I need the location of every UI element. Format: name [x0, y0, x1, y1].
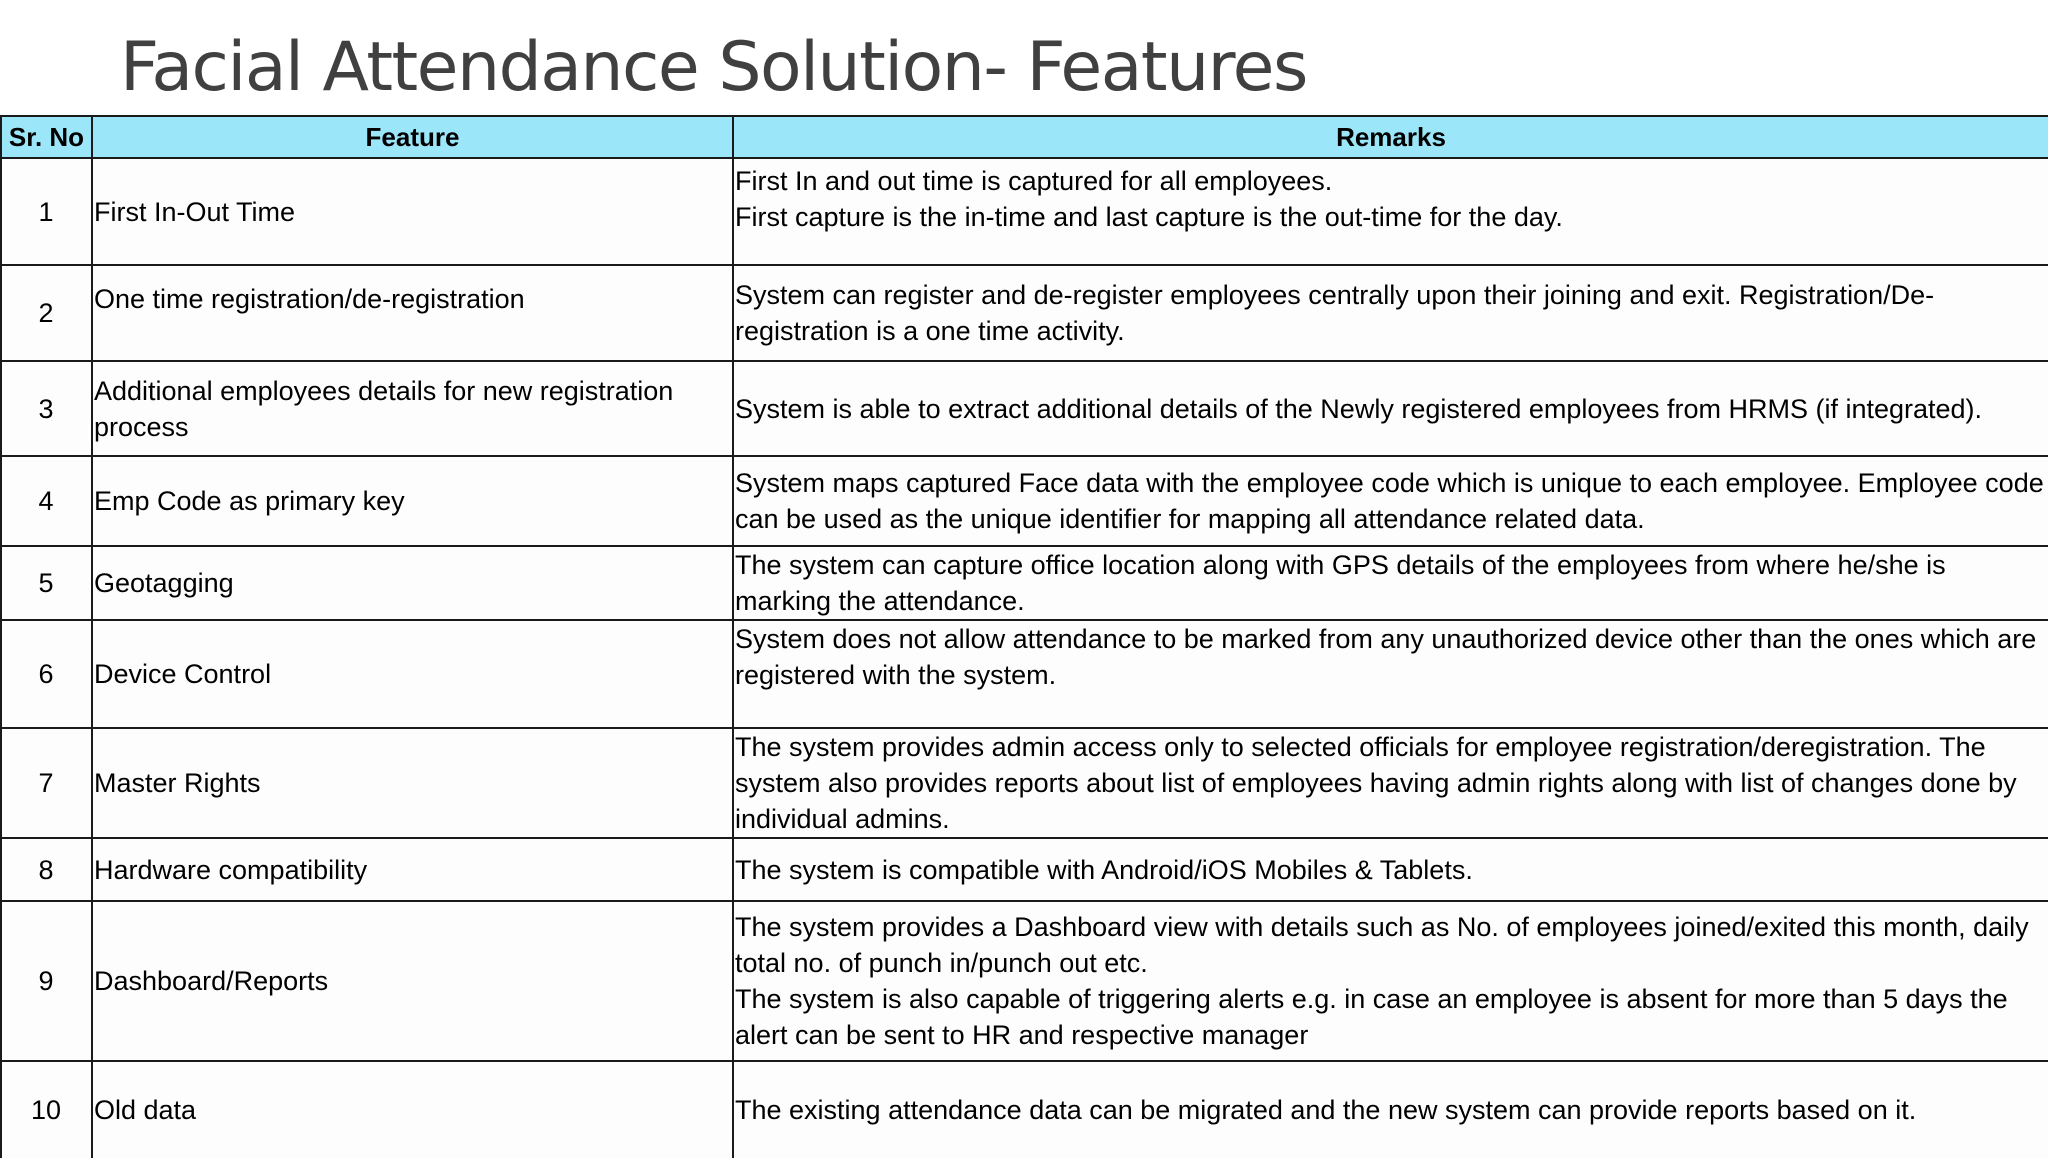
row-remarks: System does not allow attendance to be marked from any unauthorized device other than the ones which are registered with the system.: [733, 620, 2048, 728]
row-sr-no: 10: [1, 1061, 92, 1158]
features-table: [0, 115, 2048, 1158]
row-feature: Device Control: [92, 620, 733, 728]
row-sr-no: 3: [1, 361, 92, 456]
row-feature: Dashboard/Reports: [92, 901, 733, 1061]
row-feature: Old data: [92, 1061, 733, 1158]
table-row: [1, 1061, 2048, 1158]
header-feature: Feature: [92, 116, 733, 158]
table-row: [1, 838, 2048, 901]
table-row: [1, 456, 2048, 546]
row-remarks: First In and out time is captured for all employees. First capture is the in-time and last capture is the out-time for the day.: [733, 158, 2048, 265]
row-remarks: The system provides a Dashboard view with details such as No. of employees joined/exited this month, daily total no. of punch in/punch out etc. The system is also capable of triggering alerts e.g. in case an employee is absent for more than 5 days the alert can be sent to HR and respective manager: [733, 901, 2048, 1061]
slide-title: Facial Attendance Solution- Features: [120, 28, 1307, 107]
row-feature: Hardware compatibility: [92, 838, 733, 901]
table-row: [1, 901, 2048, 1061]
row-remarks: The system provides admin access only to selected officials for employee registration/deregistration. The system also provides reports about list of employees having admin rights along with list of changes done by individual admins.: [733, 728, 2048, 838]
row-remarks: System can register and de-register employees centrally upon their joining and exit. Registration/De-registration is a one time activity.: [733, 265, 2048, 361]
row-remarks: System maps captured Face data with the employee code which is unique to each employee. Employee code can be used as the unique identifier for mapping all attendance related data.: [733, 456, 2048, 546]
row-feature: Additional employees details for new registration process: [92, 361, 733, 456]
row-remarks: System is able to extract additional details of the Newly registered employees from HRMS (if integrated).: [733, 361, 2048, 456]
row-sr-no: 9: [1, 901, 92, 1061]
row-remarks: The system is compatible with Android/iOS Mobiles & Tablets.: [733, 838, 2048, 901]
row-feature: Master Rights: [92, 728, 733, 838]
row-feature: One time registration/de-registration: [92, 265, 733, 361]
row-sr-no: 8: [1, 838, 92, 901]
row-feature: Geotagging: [92, 546, 733, 620]
row-remarks: The existing attendance data can be migrated and the new system can provide reports based on it.: [733, 1061, 2048, 1158]
row-sr-no: 6: [1, 620, 92, 728]
table-row: [1, 265, 2048, 361]
table-row: [1, 546, 2048, 620]
table-row: [1, 728, 2048, 838]
table-row: [1, 158, 2048, 265]
row-remarks: The system can capture office location along with GPS details of the employees from where he/she is marking the attendance.: [733, 546, 2048, 620]
row-sr-no: 2: [1, 265, 92, 361]
header-sr-no: Sr. No: [1, 116, 92, 158]
row-sr-no: 4: [1, 456, 92, 546]
table-row: [1, 620, 2048, 728]
row-sr-no: 1: [1, 158, 92, 265]
table-row: [1, 361, 2048, 456]
header-remarks: Remarks: [733, 116, 2048, 158]
row-sr-no: 5: [1, 546, 92, 620]
row-sr-no: 7: [1, 728, 92, 838]
row-feature: Emp Code as primary key: [92, 456, 733, 546]
table-header-row: [1, 116, 2048, 158]
row-feature: First In-Out Time: [92, 158, 733, 265]
